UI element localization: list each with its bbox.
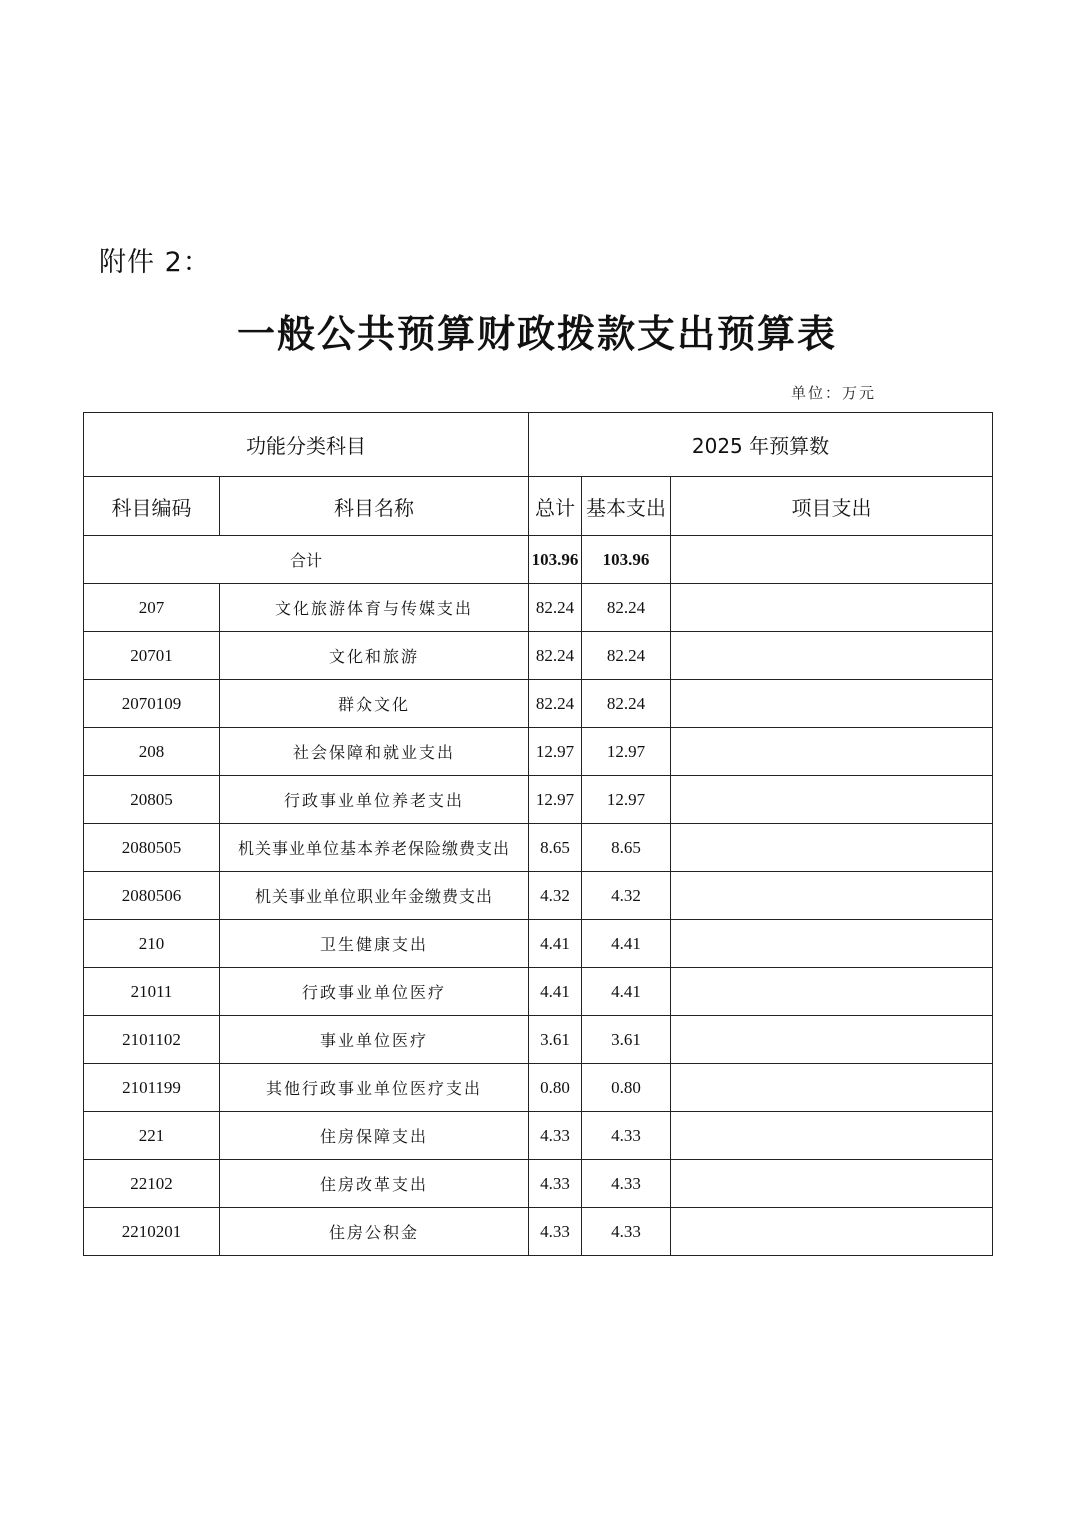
cell-total: 12.97 [529,776,582,824]
attachment-label: 附件 2： [99,247,211,278]
total-project [671,536,993,584]
cell-code: 2080506 [84,872,220,920]
cell-total: 82.24 [529,632,582,680]
table-row [84,1160,993,1208]
cell-project [671,1160,993,1208]
cell-total: 82.24 [529,584,582,632]
table-row [84,872,993,920]
total-total: 103.96 [529,536,582,584]
cell-code: 2101102 [84,1016,220,1064]
cell-name: 文化旅游体育与传媒支出 [220,584,529,632]
table-row [84,728,993,776]
unit-label: 单位：万元 [790,384,876,402]
cell-project [671,1016,993,1064]
cell-project [671,968,993,1016]
cell-basic: 0.80 [582,1064,671,1112]
cell-basic: 82.24 [582,584,671,632]
cell-name: 机关事业单位基本养老保险缴费支出 [220,824,529,872]
cell-code: 210 [84,920,220,968]
cell-basic: 4.33 [582,1160,671,1208]
cell-total: 12.97 [529,728,582,776]
cell-total: 4.41 [529,968,582,1016]
cell-basic: 4.41 [582,968,671,1016]
cell-code: 20805 [84,776,220,824]
cell-basic: 8.65 [582,824,671,872]
cell-project [671,632,993,680]
table-row [84,1208,993,1256]
cell-basic: 4.32 [582,872,671,920]
header-columns-row [84,477,993,536]
budget-table [83,412,993,1256]
table-row [84,632,993,680]
total-row [84,536,993,584]
cell-code: 20701 [84,632,220,680]
table-body [84,413,993,1256]
cell-total: 8.65 [529,824,582,872]
cell-project [671,920,993,968]
total-label: 合计 [84,536,529,584]
cell-name: 卫生健康支出 [220,920,529,968]
cell-project [671,872,993,920]
cell-basic: 12.97 [582,728,671,776]
cell-basic: 3.61 [582,1016,671,1064]
cell-total: 4.33 [529,1160,582,1208]
table-row [84,824,993,872]
header-group-row [84,413,993,477]
total-basic: 103.96 [582,536,671,584]
cell-code: 2101199 [84,1064,220,1112]
cell-code: 2070109 [84,680,220,728]
cell-project [671,1112,993,1160]
table-row [84,1016,993,1064]
cell-total: 4.41 [529,920,582,968]
header-functional-classification: 功能分类科目 [84,413,529,477]
cell-basic: 4.41 [582,920,671,968]
cell-name: 文化和旅游 [220,632,529,680]
cell-total: 4.32 [529,872,582,920]
cell-name: 其他行政事业单位医疗支出 [220,1064,529,1112]
header-name: 科目名称 [220,477,529,536]
header-code: 科目编码 [84,477,220,536]
table-row [84,968,993,1016]
cell-basic: 82.24 [582,680,671,728]
cell-total: 0.80 [529,1064,582,1112]
cell-name: 住房改革支出 [220,1160,529,1208]
table-row [84,680,993,728]
header-total: 总计 [529,477,582,536]
cell-name: 行政事业单位养老支出 [220,776,529,824]
header-basic: 基本支出 [582,477,671,536]
table-row [84,920,993,968]
cell-code: 21011 [84,968,220,1016]
table-row [84,776,993,824]
cell-name: 社会保障和就业支出 [220,728,529,776]
table-row [84,1064,993,1112]
cell-project [671,1064,993,1112]
cell-total: 3.61 [529,1016,582,1064]
cell-code: 208 [84,728,220,776]
cell-project [671,680,993,728]
cell-name: 机关事业单位职业年金缴费支出 [220,872,529,920]
cell-code: 2210201 [84,1208,220,1256]
cell-basic: 4.33 [582,1208,671,1256]
table-row [84,584,993,632]
header-project: 项目支出 [671,477,993,536]
table-row [84,1112,993,1160]
header-budget-year: 2025 年预算数 [529,413,993,477]
cell-code: 2080505 [84,824,220,872]
cell-project [671,1208,993,1256]
cell-total: 82.24 [529,680,582,728]
cell-name: 行政事业单位医疗 [220,968,529,1016]
cell-basic: 4.33 [582,1112,671,1160]
cell-project [671,584,993,632]
document-title: 一般公共预算财政拨款支出预算表 [236,311,837,356]
cell-project [671,824,993,872]
cell-name: 住房保障支出 [220,1112,529,1160]
cell-name: 住房公积金 [220,1208,529,1256]
cell-project [671,776,993,824]
cell-total: 4.33 [529,1112,582,1160]
cell-code: 207 [84,584,220,632]
cell-basic: 12.97 [582,776,671,824]
cell-project [671,728,993,776]
cell-name: 群众文化 [220,680,529,728]
cell-code: 22102 [84,1160,220,1208]
cell-name: 事业单位医疗 [220,1016,529,1064]
cell-basic: 82.24 [582,632,671,680]
cell-total: 4.33 [529,1208,582,1256]
cell-code: 221 [84,1112,220,1160]
